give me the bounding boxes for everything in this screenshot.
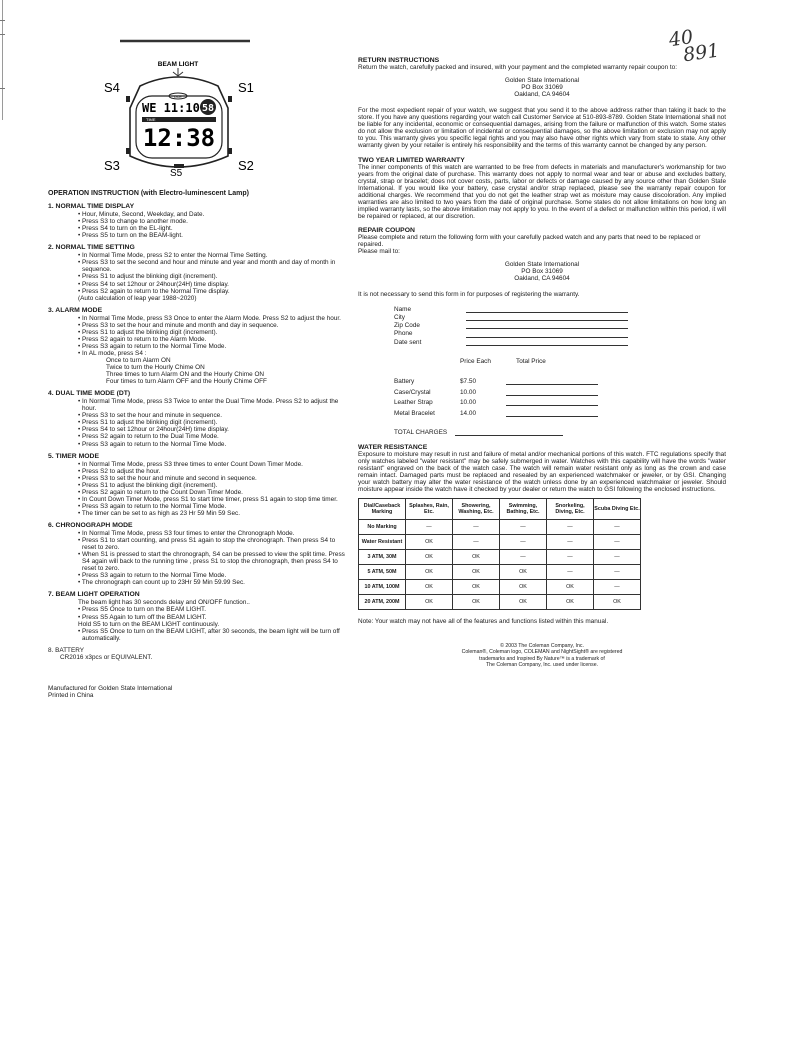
table-row: 5 ATM, 50M OK OK OK — — xyxy=(359,565,641,580)
section-alarm-mode: 3. ALARM MODE • In Normal Time Mode, press S3 Once to enter the Alarm Mode. Press S2 to adjust the hour. • Press S3 to set the hour and minute and month and day in sequence. • Press S1 to adjust the blinking digit (increment). • Press S2 again to return to the Alarm Mode. • Press S3 again to return to the Normal Time Mode. • In AL mode, press S4 : Once to turn Alarm ON Twice to turn the Hourly Chime ON Three times to turn Alarm ON and the Hourly Chime ON Four times to turn Alarm OFF and the Hourly Chime OFF xyxy=(48,306,341,386)
scan-margin-tick xyxy=(0,34,5,35)
price-row-case: Case/Crystal 10.00 xyxy=(394,385,726,396)
section-dual-time-mode: 4. DUAL TIME MODE (DT) • In Normal Time Mode, press S3 Twice to enter the Dual Time Mode. Press S2 to adjust the hour. • Press S3 to set the hour and minute in sequence. • Press S1 to adjust the blinking digit (increment). • Press S4 to set 12hour or 24hour(24H) time display. • Press S2 again to return to the Dual Time Mode. • Press S3 again to return to the Normal Time Mode. xyxy=(48,390,339,448)
repair-address: Golden State International PO Box 31069 Oakland, CA 94604 xyxy=(504,261,580,283)
form-row-name: Name xyxy=(394,304,726,312)
form-row-date: Date sent xyxy=(394,338,726,346)
form-row-phone: Phone xyxy=(394,329,726,337)
section-chronograph-mode: 6. CHRONOGRAPH MODE • In Normal Time Mode, press S3 four times to enter the Chronograph Mode. • Press S1 to start counting, and press S1 again to stop the chronograph. Then press S4 to reset to zero. • When S1 is pressed to start the chronograph, S4 can be pressed to view the split time. Press S4 again will back to the running time , press S1 to stop the chronograph, then press S4 to reset to zero. • Press S3 again to return to the Normal Time Mode. • The chronograph can count up to 23Hr 59 Min 59.99 Sec. xyxy=(48,521,345,587)
display-seconds: 58 xyxy=(201,103,215,114)
warranty-column xyxy=(358,57,726,668)
s1-label: S1 xyxy=(238,80,254,95)
scan-margin-tick xyxy=(0,20,5,21)
total-charges-row: TOTAL CHARGES xyxy=(394,429,726,436)
battery-total-field[interactable] xyxy=(506,378,598,385)
repair-coupon-title: REPAIR COUPON xyxy=(358,226,415,234)
return-instructions-title: RETURN INSTRUCTIONS xyxy=(358,57,440,64)
section-battery: 8. BATTERY CR2016 x3pcs or EQUIVALENT. xyxy=(48,646,153,661)
s4-button-nub xyxy=(126,96,130,102)
handwritten-note: 40 891 xyxy=(667,26,721,67)
return-instructions-intro: Return the watch, carefully packed and insured, with your payment and the completed warranty repair coupon to: xyxy=(358,64,677,72)
form-row-city: City xyxy=(394,313,726,321)
table-row: 10 ATM, 100M OK OK OK OK — xyxy=(359,580,641,595)
s1-button-nub xyxy=(228,96,232,102)
water-resistance-table xyxy=(358,498,641,610)
section-normal-time-setting: 2. NORMAL TIME SETTING • In Normal Time Mode, press S2 to enter the Normal Time Setting. • Press S3 to set the second and hour and minute and year and month and day of month in sequence. • Press S1 to adjust the blinking digit (increment). • Press S4 to set 12hour or 24hour(24H) time display. • Press S2 again to return to the Normal Time display. (Auto calculation of leap year 1988~2020) xyxy=(48,244,336,302)
phone-field[interactable] xyxy=(466,331,628,338)
s3-label: S3 xyxy=(104,158,120,173)
city-field[interactable] xyxy=(466,314,628,321)
repair-coupon-note: It is not necessary to send this form in for purposes of registering the warranty. xyxy=(358,291,580,299)
return-address: Golden State International PO Box 31069 Oakland, CA 94604 xyxy=(504,77,580,99)
features-note: Note: Your watch may not have all of the features and functions listed within this manual. xyxy=(358,618,609,626)
form-row-zip: Zip Code xyxy=(394,321,726,329)
s3-button-nub xyxy=(126,148,130,154)
repair-form xyxy=(394,304,726,436)
section-timer-mode: 5. TIMER MODE • In Normal Time Mode, press S3 three times to enter Count Down Timer Mode. • Press S2 to adjust the hour. • Press S3 to set the hour and minute and second in sequence. • Press S1 to adjust the blinking digit (increment). • Press S2 again to return to the Count Down Timer Mode. • In Count Down Timer Mode, press S1 to start time timer, press S1 again to stop time timer. • Press S3 again to return to the Normal Time Mode. • The timer can be set to as high as 23 Hr 59 Min 59 Sec. xyxy=(48,452,338,517)
water-resistance-title: WATER RESISTANCE xyxy=(358,443,428,451)
s2-label: S2 xyxy=(238,158,254,173)
s5-label: S5 xyxy=(170,168,183,179)
price-row-metal: Metal Bracelet 14.00 xyxy=(394,406,726,417)
scan-margin-line xyxy=(2,0,3,120)
price-row-battery: Battery $7.50 xyxy=(394,375,726,386)
display-top-row: WE 11:10 xyxy=(142,101,200,115)
section-beam-light: 7. BEAM LIGHT OPERATION The beam light has 30 seconds delay and ON/OFF function.. • Press S5 Once to turn on the BEAM LIGHT. • Press S5 Again to turn off the BEAM LIGHT. Hold S5 to turn on the BEAM LIGHT continuously. • Press S5 Once to turn on the BEAM LIGHT, after 30 seconds, the beam light will be turn off automatically. xyxy=(48,591,340,642)
table-row: 3 ATM, 30M OK OK — — — xyxy=(359,550,641,565)
water-resistance-body: Exposure to moisture may result in rust and failure of metal and/or mechanical portions of this watch. FTC regulations specify that only watches labeled "water resistant" may be safely submerged in water. Watches with this capability will have the words "water resistant" engraved on the back of the watch case. The watch will remain water resistant only as long as the crown and case remain intact. Damaged parts must be replaced and resealed by an experienced watchmaker or jeweler, or by GSI. Changing your watch battery may alter the water resistance of the watch unless done by an experienced watchmaker or jeweler. Should moisture appear inside the watch have it checked by your dealer or return the watch to GSI following the enclosed instructions. xyxy=(358,450,726,494)
date-sent-field[interactable] xyxy=(466,339,628,346)
name-field[interactable] xyxy=(466,306,628,313)
case-total-field[interactable] xyxy=(506,389,598,396)
beam-light-label: BEAM LIGHT xyxy=(157,61,199,68)
table-row: Water Resistant OK — — — — xyxy=(359,535,641,550)
price-header: Price Each Total Price xyxy=(460,357,546,365)
s4-label: S4 xyxy=(104,80,120,95)
operation-title: OPERATION INSTRUCTION (with Electro-luminescent Lamp) xyxy=(48,190,249,197)
table-row: 20 ATM, 200M OK OK OK OK OK xyxy=(359,595,641,610)
repair-coupon-body: Please complete and return the following form with your carefully packed watch and any parts that need to be replaced or repaired. xyxy=(358,233,701,249)
zip-code-field[interactable] xyxy=(466,322,628,329)
price-row-leather: Leather Strap 10.00 xyxy=(394,396,726,407)
watch-diagram xyxy=(100,38,270,188)
section-normal-time-display: 1. NORMAL TIME DISPLAY • Hour, Minute, Second, Weekday, and Date. • Press S3 to change to another mode. • Press S4 to turn on the EL-light. • Press S5 to turn on the BEAM-light. xyxy=(48,203,205,240)
leather-total-field[interactable] xyxy=(506,399,598,406)
table-header-row: Dial/Caseback Marking Splashes, Rain, Etc. Showering, Washing, Etc. Swimming, Bathing, Etc. Snorkeling, Diving, Etc. Scuba Diving Etc. xyxy=(359,499,641,520)
return-instructions-body: For the most expedient repair of your watch, we suggest that you send it to the above address rather than taking it back to the store. If you have any questions regarding your watch call Customer Service at 510-893-8789. Golden State International shall not be liable for any incidental, economic or consequential damages, arising from the failure or malfunction of this watch. Some states do not allow the exclusion or limitation of incidental or consequential damages, so the above limitation or exclusion may not apply to you. This warranty gives you specific legal rights and you may also have other rights which vary from state to state. Any other warranty given by your retailer is entirely his responsibility and the terms of this warranty cannot be changed by any person. xyxy=(358,107,726,150)
total-charges-field[interactable] xyxy=(455,429,563,436)
metal-total-field[interactable] xyxy=(506,410,598,417)
warranty-body: The inner components of this watch are warranted to be free from defects in materials and manufacturer's workmanship for two years from the original date of purchase. This warranty does not apply to normal wear and tear or abuse and excludes battery, crystal, strap or bracelet; does not cover costs, parts, labor or defects or damage caused by any source other than Golden State International. If you would like your battery, case crystal and/or strap replaced, please see the warranty repair coupon for additional charges. We recommend that you do not get the leather strap wet as moisture may cause discoloration. Any implied warranties are also limited to two years from the date of original purchase. Some states do not allow limitations on how long an implied warranty lasts, so the above limitation may not apply to you. In the event of a defect or malfunction within this period, it will be repaired or replaced, at our discretion. xyxy=(358,163,726,220)
warranty-title: TWO YEAR LIMITED WARRANTY xyxy=(358,156,465,164)
operation-instructions xyxy=(48,190,348,699)
display-small-row: TIME xyxy=(146,117,156,122)
manufacturer-note: Manufactured for Golden State International Printed in China xyxy=(48,684,173,699)
table-row: No Marking — — — — — xyxy=(359,520,641,535)
display-badge-text: DCE xyxy=(174,95,182,99)
display-main-time: 12:38 xyxy=(142,124,216,152)
copyright-block: © 2003 The Coleman Company, Inc. Coleman®, Coleman logo, COLEMAN and NightSight® are registered trademarks and Inspired By Nature™ is a trademark of The Coleman Company, Inc. used under license. xyxy=(461,643,623,668)
s2-button-nub xyxy=(228,148,232,154)
repair-coupon-mail-to: Please mail to: xyxy=(358,248,400,256)
scan-margin-tick xyxy=(0,88,5,89)
